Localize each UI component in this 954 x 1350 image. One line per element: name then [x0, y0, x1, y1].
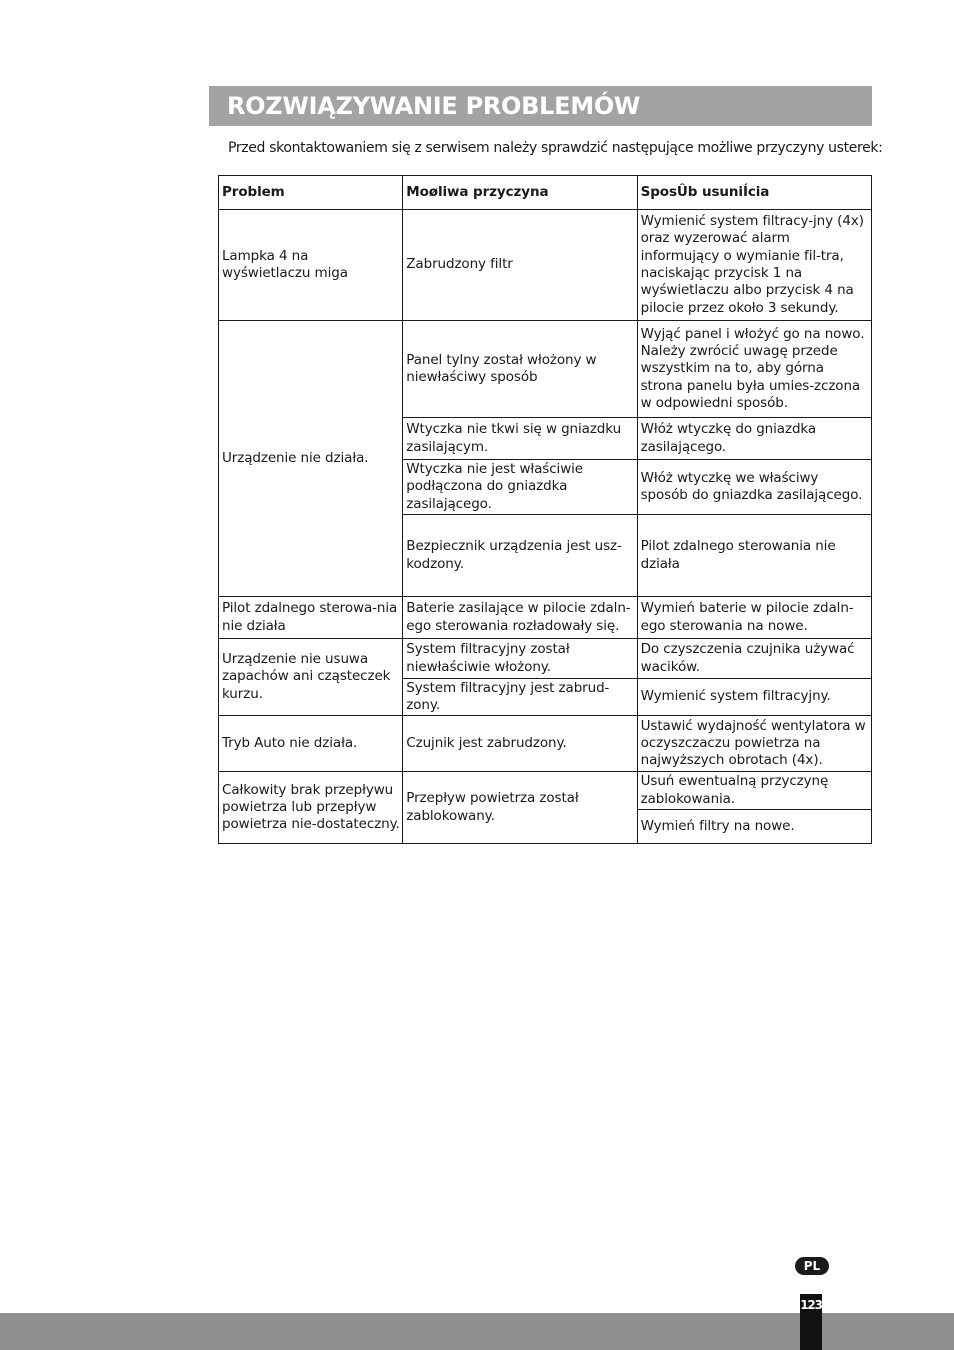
cause-cell: Wtyczka nie jest właściwie podłączona do gniazdka zasilającego. [403, 460, 637, 515]
remedy-cell: Pilot zdalnego sterowania nie działa [637, 515, 871, 597]
cause-cell: Czujnik jest zabrudzony. [403, 716, 637, 772]
remedy-cell: Do czyszczenia czujnika używać wacików. [637, 639, 871, 679]
page-number: 123 [800, 1298, 822, 1312]
problem-cell: Całkowity brak przepływu powietrza lub przepływ powietrza nie-dostateczny. [219, 772, 403, 844]
table-row [219, 716, 872, 772]
cause-cell: Baterie zasilające w pilocie zdaln-ego sterowania rozładowały się. [403, 597, 637, 639]
remedy-cell: Ustawić wydajność wentylatora w oczyszczaczu powietrza na najwyższych obrotach (4x). [637, 716, 871, 772]
table-row [219, 639, 872, 679]
remedy-cell: Wymień filtry na nowe. [637, 810, 871, 844]
header-problem: Problem [219, 176, 403, 210]
cause-cell: Panel tylny został włożony w niewłaściwy sposób [403, 321, 637, 418]
table-row [219, 210, 872, 321]
problem-cell: Lampka 4 na wyświetlaczu miga [219, 210, 403, 321]
remedy-cell: Włóż wtyczkę we właściwy sposób do gniazdka zasilającego. [637, 460, 871, 515]
cause-cell: System filtracyjny jest zabrud-zony. [403, 679, 637, 716]
table-row [219, 597, 872, 639]
cause-cell: Wtyczka nie tkwi się w gniazdku zasilającym. [403, 418, 637, 460]
remedy-cell: Wymienić system filtracy-jny (4x) oraz wyzerować alarm informujący o wymianie fil-tra, naciskając przycisk 1 na wyświetlaczu albo przycisk 4 na pilocie przez około 3 sekundy. [637, 210, 871, 321]
troubleshooting-table [218, 175, 872, 844]
remedy-cell: Usuń ewentualną przyczynę zablokowania. [637, 772, 871, 810]
problem-cell: Tryb Auto nie działa. [219, 716, 403, 772]
cause-cell: Bezpiecznik urządzenia jest usz-kodzony. [403, 515, 637, 597]
remedy-cell: Wymień baterie w pilocie zdaln-ego sterowania na nowe. [637, 597, 871, 639]
cause-cell: System filtracyjny został niewłaściwie włożony. [403, 639, 637, 679]
problem-cell: Pilot zdalnego sterowa-nia nie działa [219, 597, 403, 639]
header-remedy: SposÛb usuniÍcia [637, 176, 871, 210]
remedy-cell: Wymienić system filtracyjny. [637, 679, 871, 716]
language-badge: PL [795, 1257, 829, 1275]
cause-cell: Przepływ powietrza został zablokowany. [403, 772, 637, 844]
section-title-bar [209, 86, 872, 126]
problem-cell: Urządzenie nie usuwa zapachów ani cząsteczek kurzu. [219, 639, 403, 716]
table-row [219, 321, 872, 418]
table-header-row [219, 176, 872, 210]
intro-text: Przed skontaktowaniem się z serwisem należy sprawdzić następujące możliwe przyczyny usterek: [228, 140, 883, 156]
problem-cell: Urządzenie nie działa. [219, 321, 403, 597]
remedy-cell: Włóż wtyczkę do gniazdka zasilającego. [637, 418, 871, 460]
page-title: ROZWIĄZYWANIE PROBLEMÓW [227, 92, 641, 120]
header-cause: Moøliwa przyczyna [403, 176, 637, 210]
cause-cell: Zabrudzony filtr [403, 210, 637, 321]
remedy-cell: Wyjąć panel i włożyć go na nowo. Należy zwrócić uwagę przede wszystkim na to, aby górna strona panelu była umies-zczona w odpowiedni sposób. [637, 321, 871, 418]
table-row [219, 772, 872, 810]
